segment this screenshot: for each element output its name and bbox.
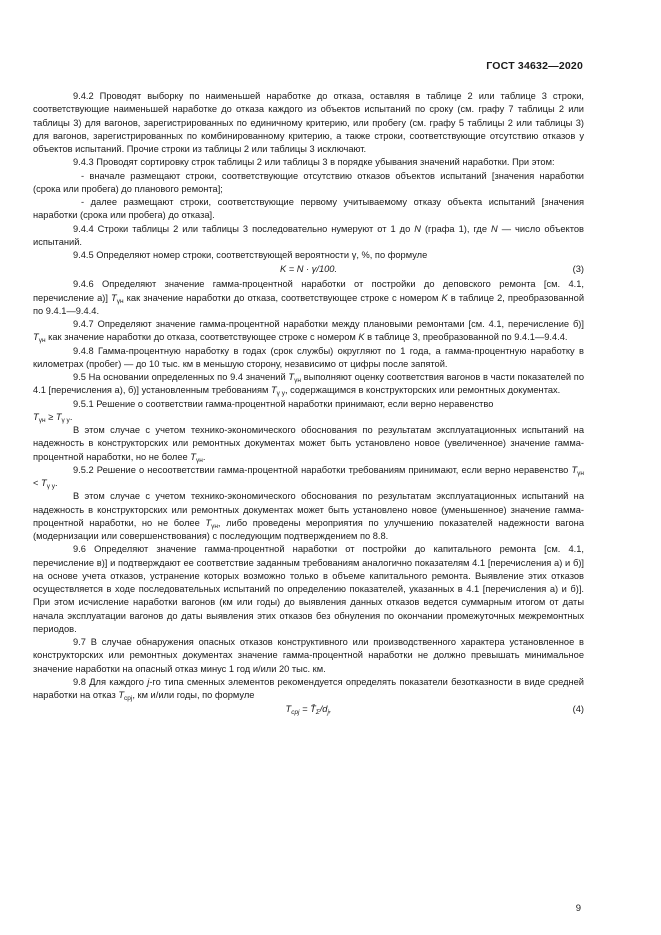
paragraph-9-5-1-case: В этом случае с учетом технико-экономического обоснования по результатам эксплуатационных испытаний на надежность в конструкторских или ремонтных документах может быть установлено новое (увеличенное) значение гамма-процентной наработки, но не более $T_{\gamma н}$. <box>33 425 584 464</box>
document-header: ГОСТ 34632—2020 <box>486 60 583 72</box>
formula-4-number: (4) <box>572 704 584 715</box>
formula-4-expression: $T_{cрj}$ = $T̄_\Sigma/d_j$, <box>285 704 332 717</box>
paragraph-9-4-4: 9.4.4 Строки таблицы 2 или таблицы 3 последовательно нумеруют от 1 до N (графа 1), где N — число объектов испытаний. <box>33 223 584 247</box>
paragraph-9-4-3: 9.4.3 Проводят сортировку строк таблицы 2 или таблицы 3 в порядке убывания значений наработки. При этом: <box>73 157 555 168</box>
paragraph-9-6: 9.6 Определяют значение гамма-процентной наработки от постройки до капитального ремонта [см. 4.1, перечисление в)] и подтверждают ее соответствие заданным требованиям аналогично показателям 4.1 [перечисления а) и б)] на основе учета отказов, устранение которых возможно только в объеме капитального ремонта. Выявление этих отказов осуществляется в ходе последовательных испытаний по определению показателей, указанных в 4.1 [перечисления а) и б)]. При этом исчисление наработки вагонов (км или годы) до выявления данных отказов ведется суммарным итогом от даты начала эксплуатации вагонов до даты выявления этих отказов без обнуления по окончании промежуточных межремонтных периодов. <box>33 544 584 634</box>
paragraph-9-5-1: 9.5.1 Решение о соответствии гамма-процентной наработки принимают, если верно неравенство $T_{\gamma н} \ge T_{\gamma у}$. <box>33 398 494 424</box>
paragraph-9-5: 9.5 На основании определенных по 9.4 значений $T_{\gamma н}$ выполняют оценку соответствия вагонов в части показателей по 4.1 [перечисления а), б)] установленным требованиям $T_{\gamma у}$, содержащимся в конструкторских или ремонтных документах. <box>33 372 584 398</box>
paragraph-9-4-6: 9.4.6 Определяют значение гамма-процентной наработки от постройки до деповского ремонта [см. 4.1, перечисление а)] $T_{\gamma н}$ как значение наработки до отказа, соответствующее строке с номером K в таблице 2, преобразованной по 9.4.1—9.4.4. <box>33 279 585 316</box>
document-body <box>33 90 584 718</box>
list-item-2: - далее размещают строки, соответствующие первому учитываемому отказу объекта испытаний [значения наработки (срока или пробега) до отказа]. <box>33 197 584 221</box>
page-number: 9 <box>575 903 581 914</box>
paragraph-9-8: 9.8 Для каждого j-го типа сменных элементов рекомендуется определять показатели безотказности в виде средней наработки на отказ $T_{cрj}$, км и/или годы, по формуле <box>33 676 585 702</box>
paragraph-9-5-2: 9.5.2 Решение о несоответствии гамма-процентной наработки требованиям принимают, если верно неравенство $T_{\gamma н} < T_{\gamma у}$. <box>33 464 584 490</box>
paragraph-9-4-2: 9.4.2 Проводят выборку по наименьшей наработке до отказа, оставляя в таблице 2 или таблице 3 строки, соответствующие наименьшей наработке до отказа каждого из объектов испытаний по сроку (см. графу 7 таблицы 2 или таблицы 3) для вагонов, зарегистрированных по единичному критерию, или пробегу (см. графу 5 таблицы 2 или таблицы 3) для вагонов, зарегистрированных по комбинированному критерию, а также строки, соответствующие отсутствию отказов у объектов испытаний. Прочие строки из таблицы 2 или таблицы 3 исключают. <box>33 91 584 154</box>
formula-3 <box>33 263 584 277</box>
list-item-1: - вначале размещают строки, соответствующие отсутствию отказов объектов испытаний [значения наработки (срока или пробега) до планового ремонта]; <box>33 170 584 194</box>
paragraph-9-5-2-case: В этом случае с учетом технико-экономического обоснования по результатам эксплуатационных испытаний на надежность в конструкторских или ремонтных документах может быть установлено новое (уменьшенное) значение гамма-процентной наработки, но не более $T_{\gamma н}$, либо проведены мероприятия по улучшению показателей надежности вагона (модернизации или совершенствования) с последующим подтверждением по 8.8. <box>33 491 584 541</box>
paragraph-9-4-5: 9.4.5 Определяют номер строки, соответствующей вероятности γ, %, по формуле <box>73 250 428 260</box>
formula-3-expression: K = N · γ/100. <box>279 264 338 275</box>
formula-4 <box>33 703 584 717</box>
formula-3-number: (3) <box>572 264 584 275</box>
paragraph-9-4-8: 9.4.8 Гамма-процентную наработку в годах (срок службы) округляют по 1 года, а гамма-процентную наработку в километрах (пробег) — до 10 тыс. км в меньшую сторону, независимо от цифры после запятой. <box>33 345 584 369</box>
paragraph-9-7: 9.7 В случае обнаружения опасных отказов конструктивного или производственного характера установленное в конструкторских или ремонтных документах значение гамма-процентной наработки не должно превышать минимальное значение наработки на опасный отказ минус 1 год и/или 20 тыс. км. <box>33 637 584 674</box>
paragraph-9-4-7: 9.4.7 Определяют значение гамма-процентной наработки между плановыми ремонтами [см. 4.1, перечисление б)] $T_{\gamma н}$ как значение наработки до отказа, соответствующее строке с номером K в таблице 3, преобразованной по 9.4.1—9.4.4. <box>33 319 584 345</box>
